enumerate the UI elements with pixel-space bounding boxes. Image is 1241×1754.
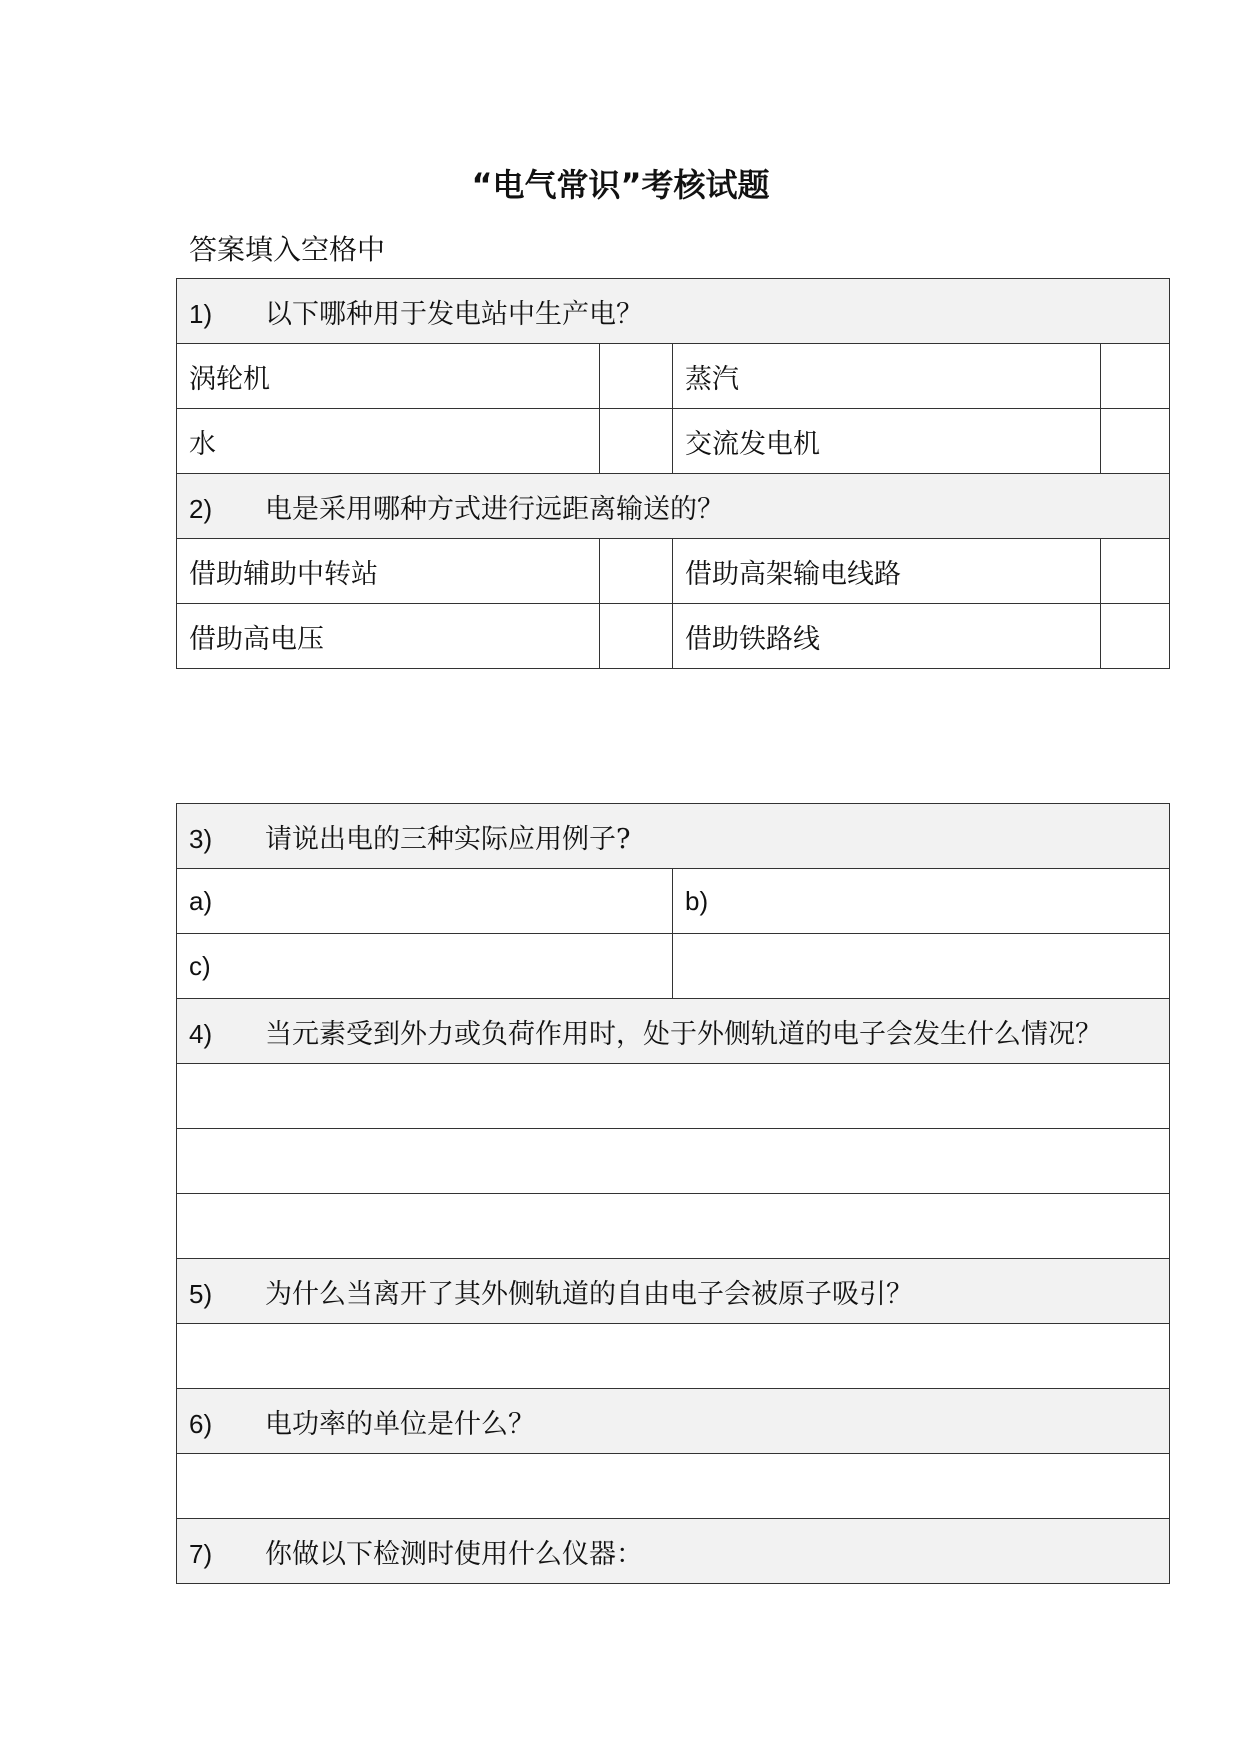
question-text: 为什么当离开了其外侧轨道的自由电子会被原子吸引？ <box>265 1278 913 1310</box>
question-row-6 <box>177 1389 1170 1454</box>
option-label: 水 <box>177 409 600 474</box>
option-label: 借助高电压 <box>177 604 600 669</box>
question-text: 请说出电的三种实际应用例子? <box>265 823 631 855</box>
answer-box[interactable] <box>600 604 673 669</box>
question-number: 5) <box>189 1278 213 1309</box>
answer-row <box>177 1129 1170 1194</box>
question-row-4 <box>177 999 1170 1064</box>
question-row-5 <box>177 1259 1170 1324</box>
option-label: 借助辅助中转站 <box>177 539 600 604</box>
answer-line[interactable] <box>177 1324 1170 1389</box>
answer-row <box>177 869 1170 934</box>
answer-box[interactable] <box>1101 604 1170 669</box>
option-label: 蒸汽 <box>673 344 1101 409</box>
answer-label: b) <box>685 885 709 916</box>
question-5 <box>177 1259 1170 1324</box>
answer-box[interactable] <box>600 344 673 409</box>
answer-cell-b[interactable] <box>673 869 1170 934</box>
question-1 <box>177 279 1170 344</box>
answer-line[interactable] <box>177 1454 1170 1519</box>
answer-line[interactable] <box>177 1129 1170 1194</box>
answer-cell-empty[interactable] <box>673 934 1170 999</box>
question-row-7 <box>177 1519 1170 1584</box>
question-3 <box>177 804 1170 869</box>
question-4 <box>177 999 1170 1064</box>
question-7 <box>177 1519 1170 1584</box>
question-row-1 <box>177 279 1170 344</box>
answer-row <box>177 1064 1170 1129</box>
quiz-table-1 <box>176 278 1170 669</box>
option-label: 涡轮机 <box>177 344 600 409</box>
answer-line[interactable] <box>177 1064 1170 1129</box>
answer-box[interactable] <box>1101 409 1170 474</box>
question-number: 6) <box>189 1408 213 1439</box>
answer-cell-a[interactable] <box>177 869 673 934</box>
question-text: 电是采用哪种方式进行远距离输送的？ <box>265 493 724 525</box>
question-row-3 <box>177 804 1170 869</box>
question-number: 4) <box>189 1018 213 1049</box>
answer-label: a) <box>189 885 213 916</box>
option-row <box>177 539 1170 604</box>
question-number: 1) <box>189 298 213 329</box>
quiz-table-2 <box>176 803 1170 1584</box>
option-row <box>177 604 1170 669</box>
answer-box[interactable] <box>1101 344 1170 409</box>
question-row-2 <box>177 474 1170 539</box>
answer-row <box>177 934 1170 999</box>
question-text: 以下哪种用于发电站中生产电？ <box>265 298 643 330</box>
option-row <box>177 409 1170 474</box>
answer-box[interactable] <box>600 539 673 604</box>
option-row <box>177 344 1170 409</box>
question-text: 你做以下检测时使用什么仪器： <box>265 1538 643 1570</box>
option-label: 借助铁路线 <box>673 604 1101 669</box>
question-2 <box>177 474 1170 539</box>
answer-row <box>177 1194 1170 1259</box>
answer-cell-c[interactable] <box>177 934 673 999</box>
answer-line[interactable] <box>177 1194 1170 1259</box>
answer-row <box>177 1324 1170 1389</box>
answer-box[interactable] <box>1101 539 1170 604</box>
option-label: 借助高架输电线路 <box>673 539 1101 604</box>
answer-box[interactable] <box>600 409 673 474</box>
question-number: 7) <box>189 1538 213 1569</box>
answer-label: c) <box>189 950 211 981</box>
instruction-text: 答案填入空格中 <box>189 233 386 266</box>
question-text: 当元素受到外力或负荷作用时，处于外侧轨道的电子会发生什么情况？ <box>265 1018 1102 1050</box>
question-6 <box>177 1389 1170 1454</box>
answer-row <box>177 1454 1170 1519</box>
option-label: 交流发电机 <box>673 409 1101 474</box>
question-number: 2) <box>189 493 213 524</box>
page-title: “电气常识”考核试题 <box>471 166 770 204</box>
question-text: 电功率的单位是什么？ <box>265 1408 535 1440</box>
question-number: 3) <box>189 823 213 854</box>
